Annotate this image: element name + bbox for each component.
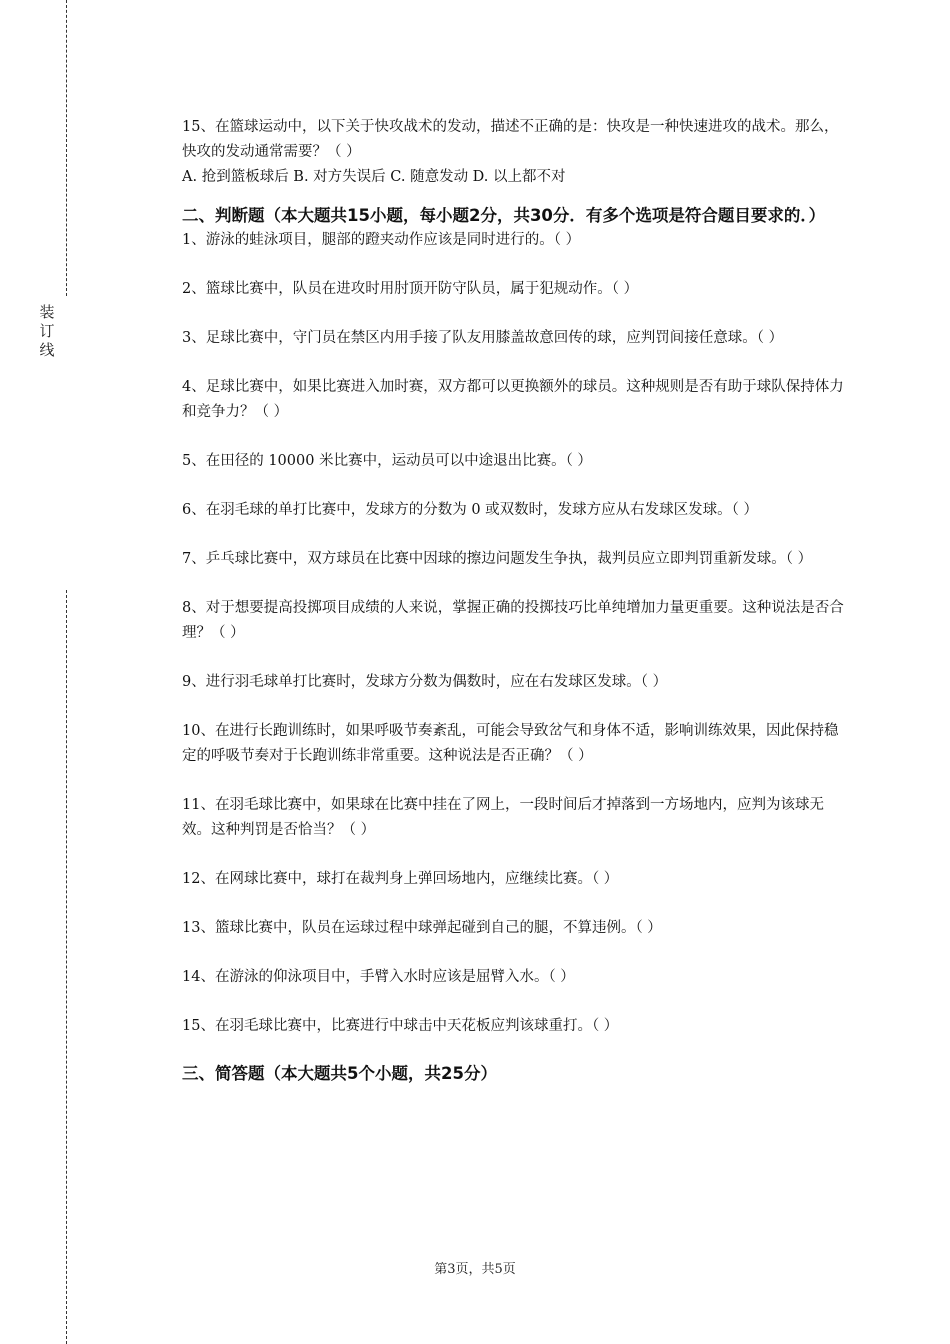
judge-question: 2、篮球比赛中，队员在进攻时用肘顶开防守队员，属于犯规动作。（ ） bbox=[182, 281, 639, 297]
judge-question: 6、在羽毛球的单打比赛中，发球方的分数为 0 或双数时，发球方应从右发球区发球。（ ） bbox=[182, 502, 759, 518]
judge-question: 10、在进行长跑训练时，如果呼吸节奏紊乱，可能会导致岔气和身体不适，影响训练效果，因此保持稳定的呼吸节奏对于长跑训练非常重要。这种说法是否正确？（ ） bbox=[182, 723, 839, 764]
judge-question: 13、篮球比赛中，队员在运球过程中球弹起碰到自己的腿，不算违例。（ ） bbox=[182, 920, 662, 936]
judge-question: 1、游泳的蛙泳项目，腿部的蹬夹动作应该是同时进行的。（ ） bbox=[182, 232, 581, 248]
judge-question: 4、足球比赛中，如果比赛进入加时赛，双方都可以更换额外的球员。这种规则是否有助于球队保持体力和竞争力？（ ） bbox=[182, 379, 844, 420]
judge-question: 7、乒乓球比赛中，双方球员在比赛中因球的擦边问题发生争执，裁判员应立即判罚重新发球。（ ） bbox=[182, 551, 813, 567]
judge-question: 11、在羽毛球比赛中，如果球在比赛中挂在了网上，一段时间后才掉落到一方场地内，应判为该球无效。这种判罚是否恰当？（ ） bbox=[182, 797, 824, 838]
section-2-title: 二、判断题（本大题共15小题，每小题2分，共30分．有多个选项是符合题目要求的．） bbox=[182, 206, 826, 225]
judge-question: 14、在游泳的仰泳项目中，手臂入水时应该是屈臂入水。（ ） bbox=[182, 969, 575, 985]
page-content bbox=[182, 115, 852, 1086]
question-15-choice: 15、在篮球运动中，以下关于快攻战术的发动，描述不正确的是：快攻是一种快速进攻的战术。那么，快攻的发动通常需要？（ ） bbox=[182, 119, 839, 160]
judge-question: 3、足球比赛中，守门员在禁区内用手接了队友用膝盖故意回传的球，应判罚间接任意球。（ ） bbox=[182, 330, 784, 346]
judge-question: 12、在网球比赛中，球打在裁判身上弹回场地内，应继续比赛。（ ） bbox=[182, 871, 619, 887]
binding-line-top bbox=[66, 0, 67, 296]
question-15-options: A. 抢到篮板球后 B. 对方失误后 C. 随意发动 D. 以上都不对 bbox=[182, 169, 566, 185]
judge-question: 15、在羽毛球比赛中，比赛进行中球击中天花板应判该球重打。（ ） bbox=[182, 1018, 619, 1034]
judge-question: 5、在田径的 10000 米比赛中，运动员可以中途退出比赛。（ ） bbox=[182, 453, 592, 469]
binding-label: 装订线 bbox=[39, 303, 55, 359]
judge-question: 8、对于想要提高投掷项目成绩的人来说，掌握正确的投掷技巧比单纯增加力量更重要。这种说法是否合理？（ ） bbox=[182, 600, 844, 641]
binding-line-bottom bbox=[66, 590, 67, 1344]
section-3-title: 三、简答题（本大题共5个小题，共25分） bbox=[182, 1064, 497, 1083]
judge-question: 9、进行羽毛球单打比赛时，发球方分数为偶数时，应在右发球区发球。（ ） bbox=[182, 674, 668, 690]
page-footer: 第3页，共5页 bbox=[434, 1262, 516, 1277]
